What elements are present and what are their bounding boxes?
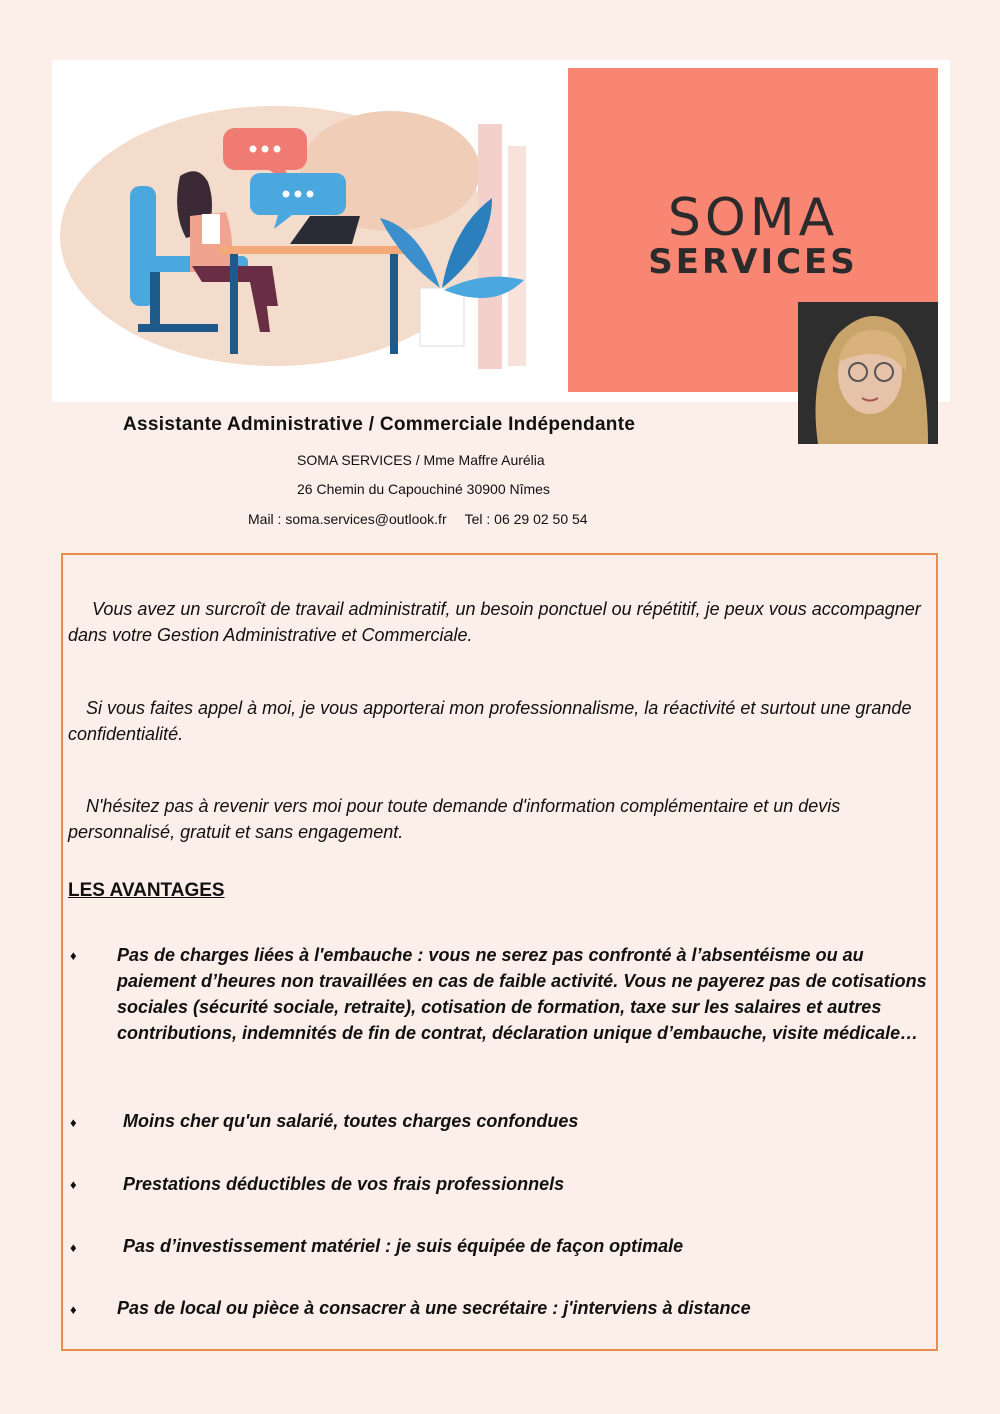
office-illustration xyxy=(60,66,560,400)
advantage-item: Prestations déductibles de vos frais professionnels xyxy=(123,1174,565,1194)
phone-text: Tel : 06 29 02 50 54 xyxy=(464,511,588,527)
brand-name: SOMA xyxy=(667,188,839,248)
company-line: SOMA SERVICES / Mme Maffre Aurélia xyxy=(297,452,545,468)
advantage-item: Pas d’investissement matériel : je suis équipée de façon optimale xyxy=(123,1236,684,1256)
professionalism-paragraph: Si vous faites appel à moi, je vous apporterai mon professionnalisme, la réactivité et surtout une grande confidentialité. xyxy=(68,698,912,744)
contact-paragraph: N'hésitez pas à revenir vers moi pour toute demande d'information complémentaire et un devis personnalisé, gratuit et sans engagement. xyxy=(68,796,841,842)
advantages-title: LES AVANTAGES xyxy=(68,880,225,901)
email-text: Mail : soma.services@outlook.fr xyxy=(248,511,447,527)
profile-photo xyxy=(798,302,938,444)
bullet-icon: ♦ xyxy=(70,1177,77,1192)
brand-subtitle: SERVICES xyxy=(648,242,858,282)
bullet-icon: ♦ xyxy=(70,1115,77,1130)
intro-paragraph: Vous avez un surcroît de travail administratif, un besoin ponctuel ou répétitif, je peux vous accompagner dans votre Gestion Administrative et Commerciale. xyxy=(68,599,921,645)
advantage-item: Pas de local ou pièce à consacrer à une secrétaire : j'interviens à distance xyxy=(117,1298,751,1318)
address: 26 Chemin du Capouchiné 30900 Nîmes xyxy=(297,481,550,497)
advantage-item: Moins cher qu'un salarié, toutes charges confondues xyxy=(123,1111,579,1131)
bullet-icon: ♦ xyxy=(70,948,77,963)
contact-line xyxy=(248,511,588,527)
advantage-item: Pas de charges liées à l'embauche : vous ne serez pas confronté à l’absentéisme ou au paiement d’heures non travaillées en cas de faible activité. Vous ne payerez pas de cotisations sociales (sécurité sociale, retraite), cotisation de formation, taxe sur les salaires et autres contributions, indemnités de fin de contrat, déclaration unique d’embauche, visite médicale… xyxy=(117,945,927,1043)
bullet-icon: ♦ xyxy=(70,1302,77,1317)
page-title: Assistante Administrative / Commerciale Indépendante xyxy=(123,414,636,435)
bullet-icon: ♦ xyxy=(70,1240,77,1255)
